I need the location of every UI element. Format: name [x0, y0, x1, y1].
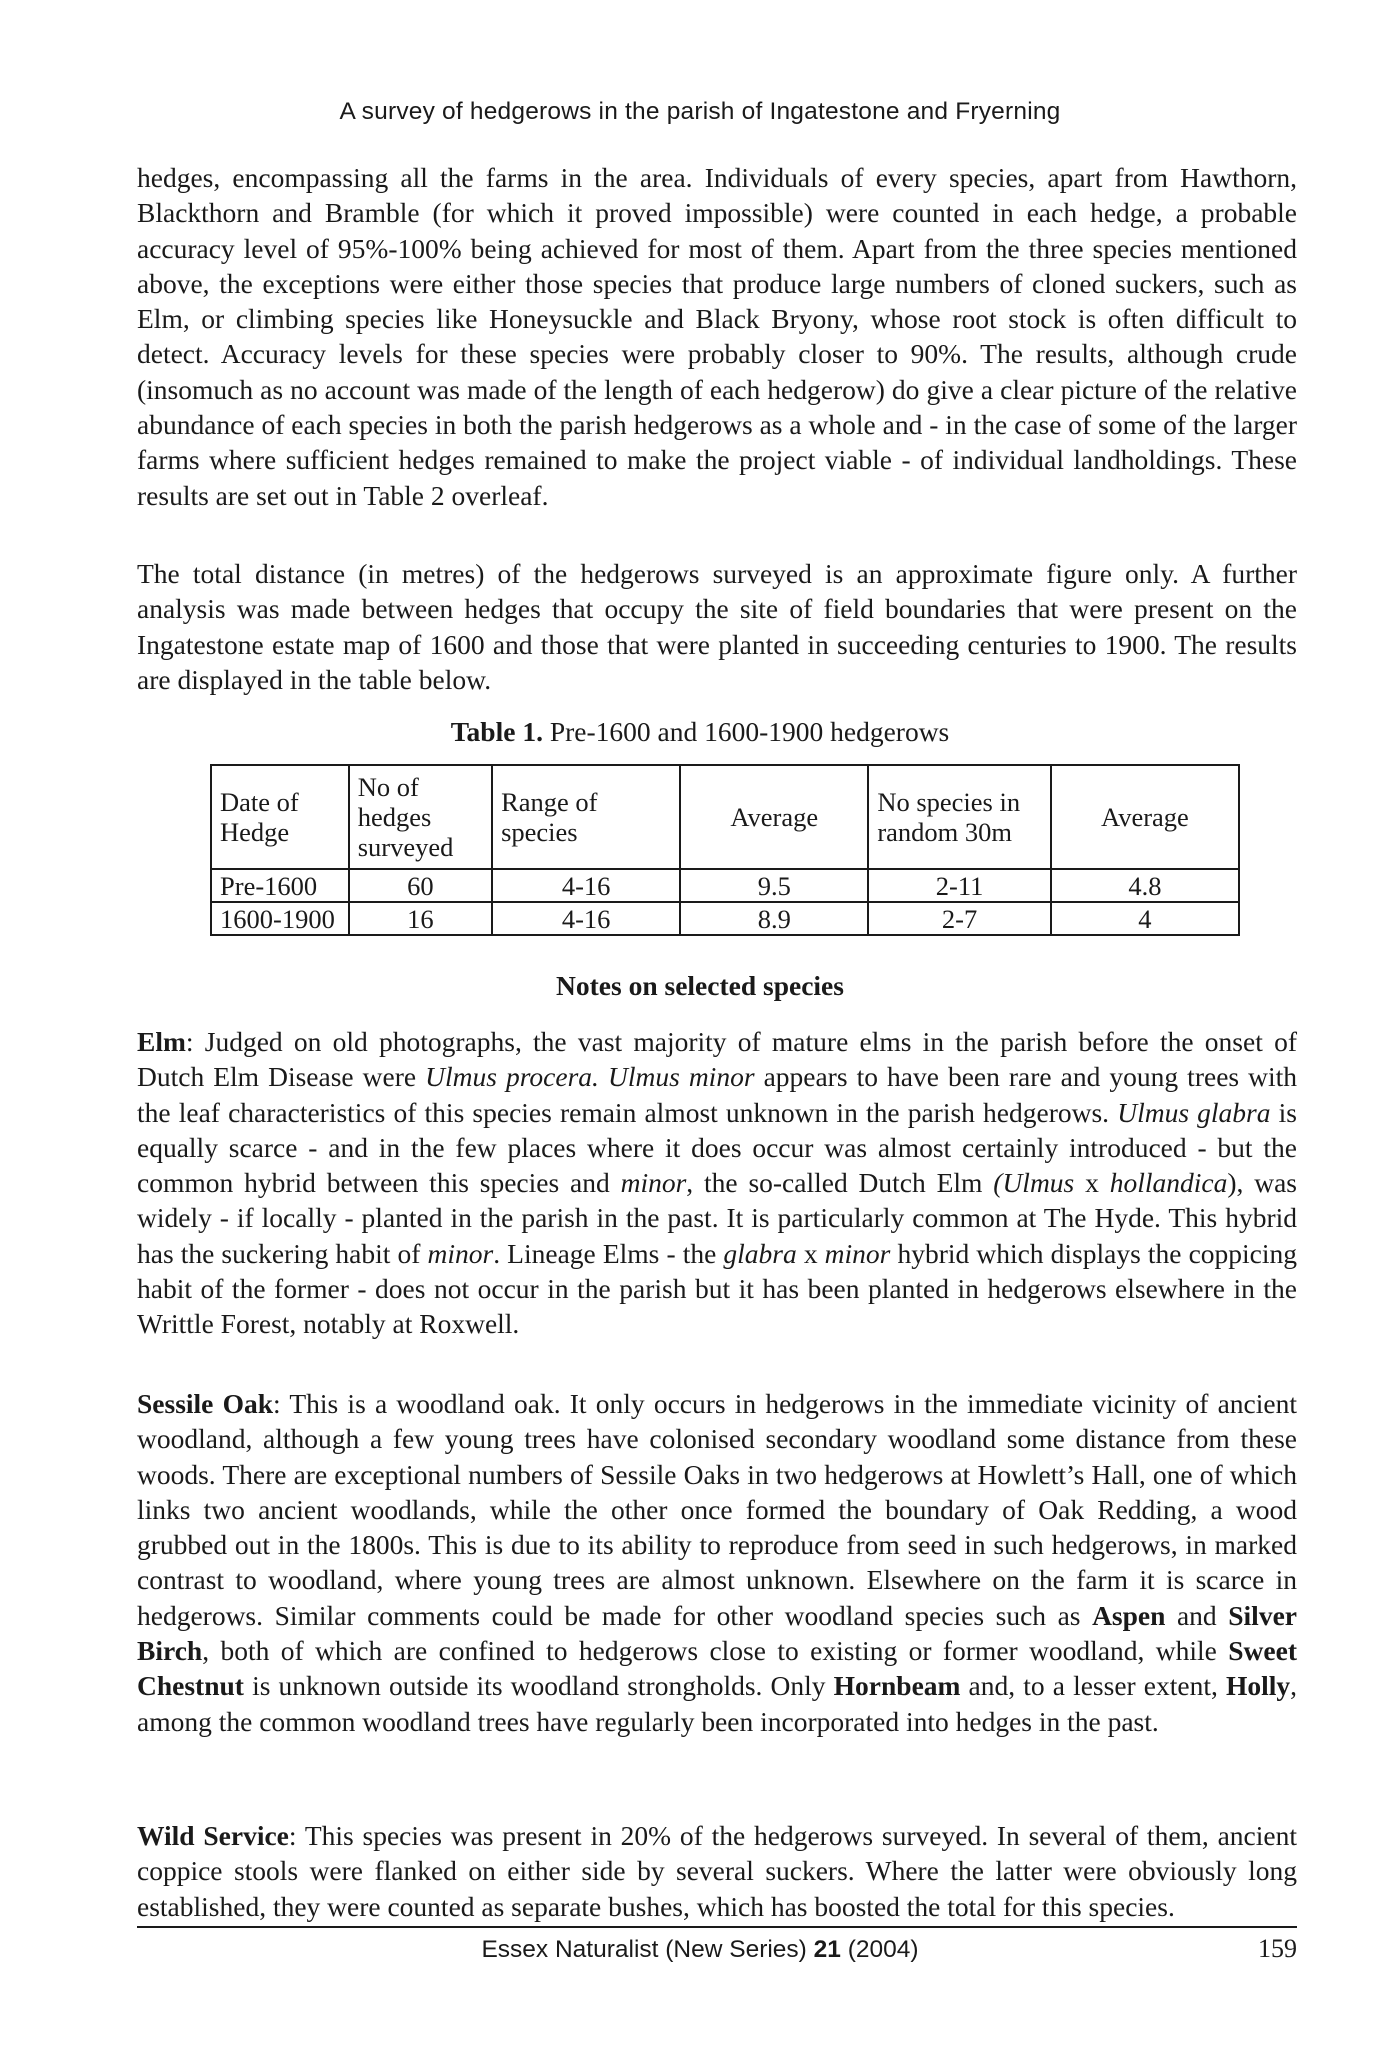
journal-name: Essex Naturalist (New Series)	[481, 1936, 807, 1963]
table-caption	[0, 716, 1400, 748]
table-cell: 4	[1051, 902, 1239, 935]
latin-name: (Ulmus	[993, 1167, 1075, 1199]
paragraph-text	[137, 1386, 1297, 1739]
section-heading: Notes on selected species	[556, 970, 844, 1001]
note-text: , among the common woodland trees have regularly been incorporated into hedges in the past.	[137, 1670, 1298, 1737]
table-cell: 1600-1900	[211, 902, 349, 935]
note-text: . Lineage Elms - the	[493, 1237, 724, 1269]
paragraph-text	[137, 1818, 1297, 1924]
species-term: Wild Service	[137, 1820, 289, 1851]
column-header: Average	[680, 765, 868, 869]
column-header: Average	[1051, 765, 1239, 869]
table-cell: 60	[349, 869, 492, 902]
note-text: , the so-called Dutch Elm	[686, 1167, 994, 1199]
table-header-row	[211, 765, 1239, 869]
species-name: Aspen	[1092, 1599, 1166, 1631]
latin-name: Ulmus glabra	[1117, 1096, 1271, 1128]
column-header: Range of species	[492, 765, 680, 869]
species-note-sessile-oak	[137, 1386, 1297, 1739]
hedgerow-table	[210, 764, 1240, 936]
journal-year: (2004)	[847, 1936, 919, 1963]
table-cell: 4.8	[1051, 869, 1239, 902]
table-caption-label: Table 1.	[450, 716, 543, 747]
species-name: Hornbeam	[833, 1670, 961, 1702]
note-text: is unknown outside its woodland strongholds. Only	[243, 1670, 834, 1702]
table-cell: 4-16	[492, 869, 680, 902]
table-row	[211, 902, 1239, 935]
species-note-wild-service	[137, 1818, 1297, 1924]
latin-name: Ulmus procera.	[425, 1061, 599, 1093]
body-paragraph-distance	[137, 556, 1297, 697]
paragraph-text: The total distance (in metres) of the hedgerows surveyed is an approximate figure only. A further analysis was made between hedges that occupy the site of field boundaries that were present on the Ingatestone estate map of 1600 and those that were planted in succeeding centuries to 1900. The results are displayed in the table below.	[137, 558, 1297, 695]
species-name: Sweet Chestnut	[137, 1635, 1297, 1702]
species-name: Silver Birch	[137, 1599, 1297, 1667]
running-header: A survey of hedgerows in the parish of Ingatestone and Fryerning	[339, 98, 1061, 125]
latin-name: minor	[620, 1167, 687, 1199]
species-term: Sessile Oak	[137, 1388, 274, 1419]
body-paragraph-intro	[137, 160, 1297, 513]
note-text: is equally scarce - and in the few places where it does occur was almost certainly introduced - but the common hybrid between this species and	[137, 1096, 1297, 1199]
latin-name: glabra	[723, 1237, 797, 1269]
table-cell: 2-11	[868, 869, 1051, 902]
table-row	[211, 869, 1239, 902]
table-cell: 8.9	[680, 902, 868, 935]
journal-citation	[0, 1936, 1400, 1964]
column-header: No of hedges surveyed	[349, 765, 492, 869]
table-cell: Pre-1600	[211, 869, 349, 902]
note-text: x	[1074, 1167, 1110, 1199]
page-number: 159	[1258, 1934, 1297, 1963]
journal-volume: 21	[813, 1936, 841, 1963]
note-text	[599, 1061, 608, 1092]
species-term: Elm	[137, 1026, 186, 1057]
column-header: Date of Hedge	[211, 765, 349, 869]
species-name: Holly	[1225, 1670, 1291, 1702]
column-header: No species in random 30m	[868, 765, 1051, 869]
table-caption-text: Pre-1600 and 1600-1900 hedgerows	[549, 716, 950, 747]
latin-name: minor	[824, 1237, 891, 1269]
note-text: and	[1165, 1599, 1229, 1631]
table-cell: 2-7	[868, 902, 1051, 935]
note-text: : This is a woodland oak. It only occurs in hedgerows in the immediate vicinity of ancient woodland, although a few young trees have colonised secondary woodland some distance from these woods. There are exceptional numbers of Sessile Oaks in two hedgerows at Howlett’s Hall, one of which links two ancient woodlands, while the other once formed the boundary of Oak Redding, a wood grubbed out in the 1800s. This is due to its ability to reproduce from seed in such hedgerows, in marked contrast to woodland, where young trees are almost unknown. Elsewhere on the farm it is scarce in hedgerows. Similar comments could be made for other woodland species such as	[137, 1388, 1297, 1631]
note-text: hybrid which displays the coppicing habit of the former - does not occur in the parish but it has been planted in hedgerows elsewhere in the Writtle Forest, notably at Roxwell.	[137, 1237, 1298, 1340]
latin-name: Ulmus minor	[607, 1061, 755, 1093]
footer-rule	[137, 1926, 1297, 1928]
note-text: : Judged on old photographs, the vast majority of mature elms in the parish before the onset of Dutch Elm Disease were	[137, 1026, 1297, 1093]
note-text: : This species was present in 20% of the hedgerows surveyed. In several of them, ancient coppice stools were flanked on either side by several suckers. Where the latter were obviously long established, they were counted as separate bushes, which has boosted the total for this species.	[137, 1820, 1297, 1922]
paragraph-text	[137, 1024, 1297, 1342]
paragraph-text: hedges, encompassing all the farms in the area. Individuals of every species, apart from Hawthorn, Blackthorn and Bramble (for which it proved impossible) were counted in each hedge, a probable accuracy level of 95%-100% being achieved for most of them. Apart from the three species mentioned above, the exceptions were either those species that produce large numbers of cloned suckers, such as Elm, or climbing species like Honeysuckle and Black Bryony, whose root stock is often difficult to detect. Accuracy levels for these species were probably closer to 90%. The results, although crude (insomuch as no account was made of the length of each hedgerow) do give a clear picture of the relative abundance of each species in both the parish hedgerows as a whole and - in the case of some of the larger farms where sufficient hedges remained to make the project viable - of individual landholdings. These results are set out in Table 2 overleaf.	[137, 162, 1297, 511]
note-text: and, to a lesser extent,	[960, 1670, 1226, 1702]
species-note-elm	[137, 1024, 1297, 1342]
note-text: appears to have been rare and young trees with the leaf characteristics of this species remain almost unknown in the parish hedgerows.	[137, 1061, 1298, 1128]
table-cell: 9.5	[680, 869, 868, 902]
table-cell: 16	[349, 902, 492, 935]
note-text: , both of which are confined to hedgerows close to existing or former woodland, while	[202, 1635, 1229, 1667]
latin-name: hollandica	[1109, 1167, 1228, 1199]
note-text: x	[796, 1237, 825, 1269]
table-cell: 4-16	[492, 902, 680, 935]
note-text: ), was widely - if locally - planted in the parish in the past. It is particularly common at The Hyde. This hybrid has the suckering habit of	[137, 1167, 1298, 1269]
latin-name: minor	[427, 1237, 494, 1269]
